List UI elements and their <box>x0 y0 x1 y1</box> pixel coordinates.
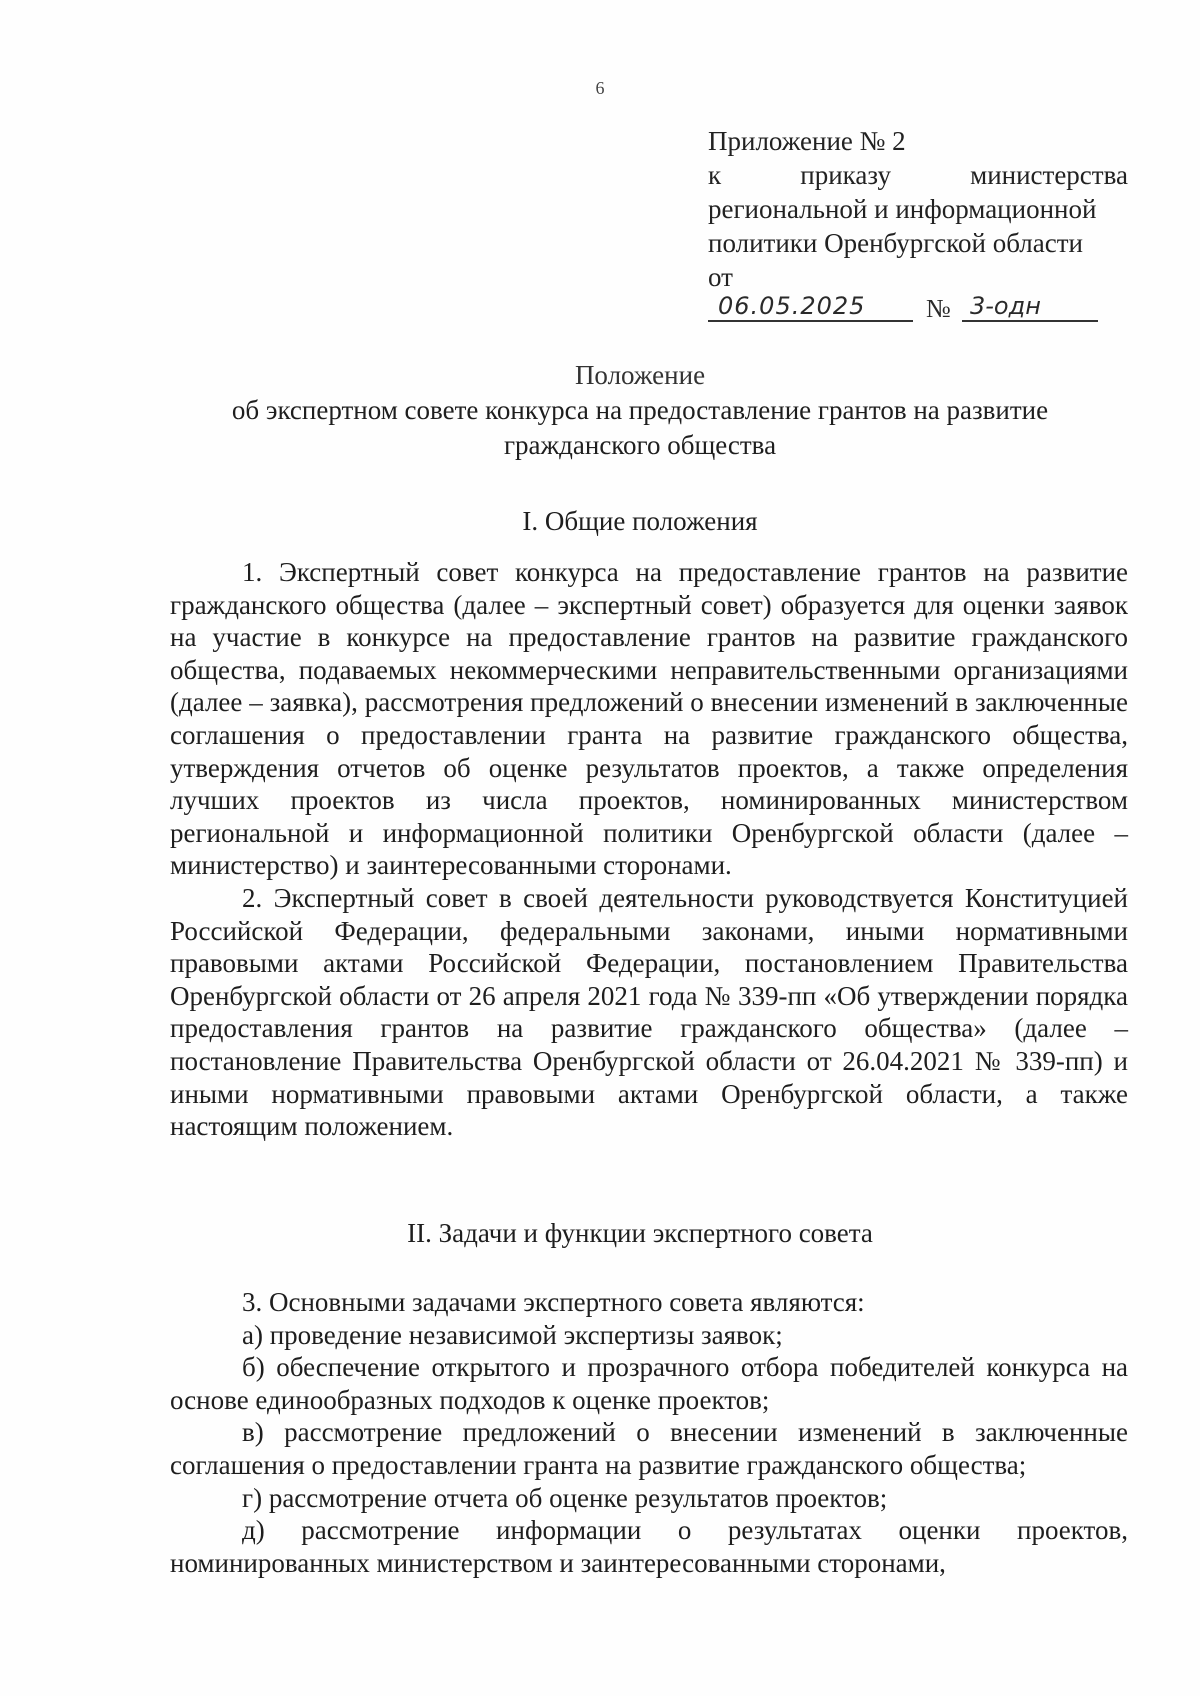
section-tasks-body <box>170 1286 1128 1579</box>
document-title: Положение <box>574 360 706 390</box>
list-item-d: д) рассмотрение информации о результатах оценки проектов, номинированных министерством и заинтересованными сторонами, <box>170 1515 1128 1578</box>
order-date-handwritten: 06.05.2025 <box>708 292 913 322</box>
document-title-block <box>170 358 1110 463</box>
appendix-line-4: политики Оренбургской области <box>708 228 1083 258</box>
list-item-g: г) рассмотрение отчета об оценке результатов проектов; <box>242 1482 888 1513</box>
list-item-a: а) проведение независимой экспертизы заявок; <box>242 1319 783 1350</box>
paragraph-3: 3. Основными задачами экспертного совета являются: <box>242 1287 865 1317</box>
appendix-word: министерства <box>970 160 1128 190</box>
order-number-handwritten: 3-одн <box>962 292 1098 322</box>
order-reference <box>700 292 1100 328</box>
list-item-b: б) обеспечение открытого и прозрачного отбора победителей конкурса на основе единообразных подходов к оценке проектов; <box>170 1352 1128 1415</box>
section-general-body <box>170 556 1128 1143</box>
appendix-line-3: региональной и информационной <box>708 194 1097 224</box>
appendix-word: приказу <box>800 160 891 190</box>
appendix-line-5: от <box>708 262 733 292</box>
appendix-word: к <box>708 160 722 190</box>
appendix-header <box>708 124 1128 294</box>
appendix-line-2 <box>708 158 1128 192</box>
section-heading-tasks: II. Задачи и функции экспертного совета <box>407 1218 873 1248</box>
appendix-title: Приложение № 2 <box>708 126 906 156</box>
document-subtitle: об экспертном совете конкурса на предоставление грантов на развитие гражданского общества <box>231 395 1049 460</box>
section-heading-general: I. Общие положения <box>522 506 758 536</box>
paragraph-2: 2. Экспертный совет в своей деятельности руководствуется Конституцией Российской Федерации, федеральными законами, иными нормативными правовыми актами Российской Федерации, постановлением Правительства Оренбургской области от 26 апреля 2021 года № 339-пп «Об утверждении порядка предоставления грантов на развитие гражданского общества» (далее – постановление Правительства Оренбургской области от 26.04.2021 № 339-пп) и иными нормативными правовыми актами Оренбургской области, а также настоящим положением. <box>170 882 1128 1142</box>
paragraph-1: 1. Экспертный совет конкурса на предоставление грантов на развитие гражданского общества (далее – экспертный совет) образуется для оценки заявок на участие в конкурсе на предоставление грантов на развитие гражданского общества, подаваемых некоммерческими неправительственными организациями (далее – заявка), рассмотрения предложений о внесении изменений в заключенные соглашения о предоставлении гранта на развитие гражданского общества, утверждения отчетов об оценке результатов проектов, а также определения лучших проектов из числа проектов, номинированных министерством региональной и информационной политики Оренбургской области (далее – министерство) и заинтересованными сторонами. <box>170 557 1128 881</box>
order-number-label: № <box>926 294 951 323</box>
list-item-v: в) рассмотрение предложений о внесении изменений в заключенные соглашения о предоставлении гранта на развитие гражданского общества; <box>170 1417 1128 1480</box>
page-number: 6 <box>595 78 605 98</box>
